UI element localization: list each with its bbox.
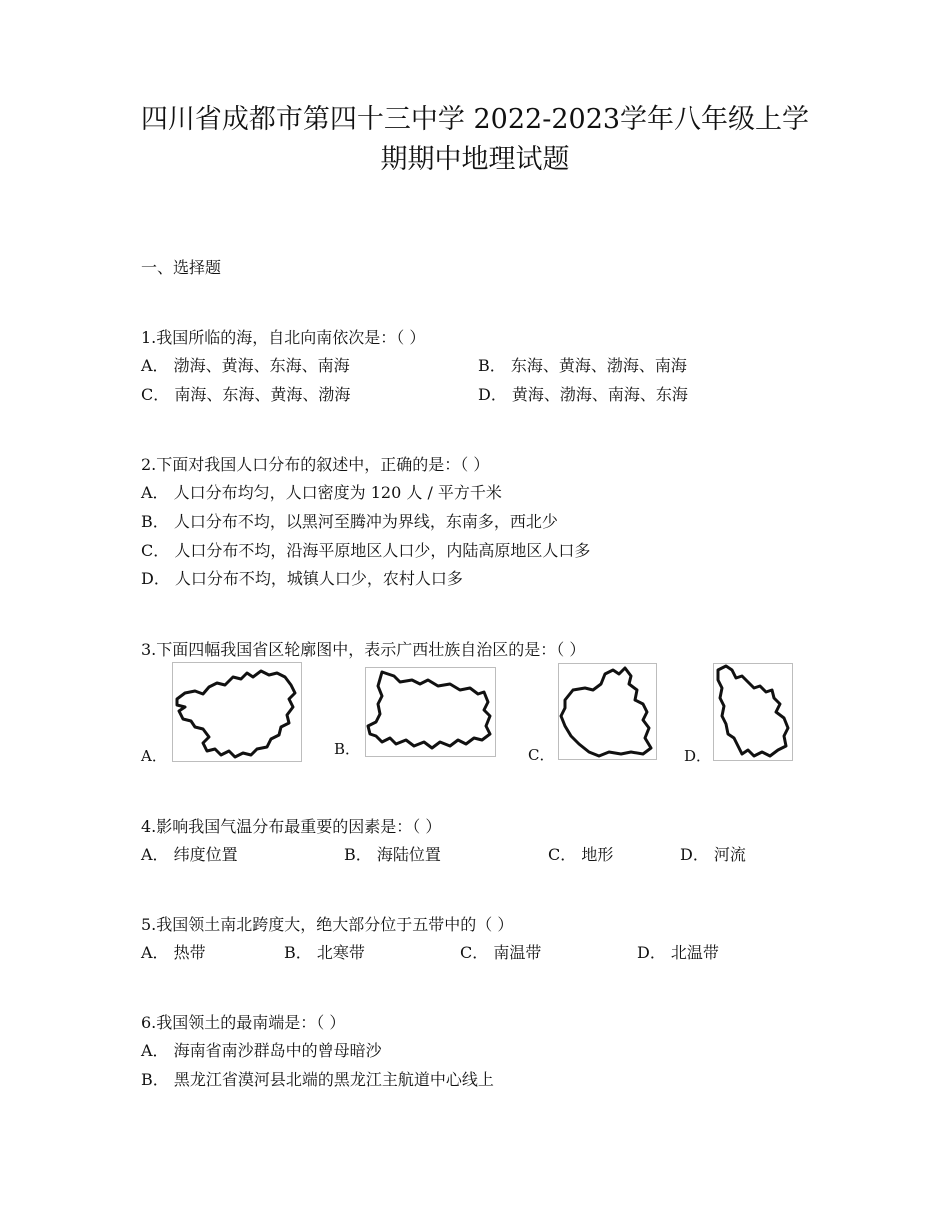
question-2-option-a: A． 人口分布均匀，人口密度为 120 人 / 平方千米: [141, 483, 502, 502]
exam-title-line-2: 期期中地理试题: [380, 144, 570, 175]
question-6-option-b: B． 黑龙江省漠河县北端的黑龙江主航道中心线上: [141, 1070, 494, 1089]
map-outline-d: [713, 663, 793, 761]
question-3-stem: 3.下面四幅我国省区轮廓图中，表示广西壮族自治区的是：（ ）: [141, 640, 586, 659]
question-2-option-b: B． 人口分布不均，以黑河至腾冲为界线，东南多，西北少: [141, 512, 558, 531]
question-4-option-b: B． 海陆位置: [344, 845, 441, 864]
question-3-option-a-label: A．: [141, 747, 167, 765]
question-5-stem: 5.我国领土南北跨度大，绝大部分位于五带中的（ ）: [141, 915, 514, 934]
map-outline-b: [365, 667, 496, 757]
question-1-option-c: C． 南海、东海、黄海、渤海: [141, 385, 351, 404]
question-5-option-b: B． 北寒带: [284, 943, 365, 962]
question-2-option-c: C． 人口分布不均，沿海平原地区人口少，内陆高原地区人口多: [141, 541, 591, 560]
question-4-option-a: A． 纬度位置: [141, 845, 238, 864]
question-3-option-c-label: C．: [528, 746, 555, 764]
question-4-option-c: C． 地形: [548, 845, 614, 864]
question-2-option-d: D． 人口分布不均，城镇人口少，农村人口多: [141, 569, 463, 588]
question-2-stem: 2.下面对我国人口分布的叙述中，正确的是：（ ）: [141, 455, 490, 474]
question-4-option-d: D． 河流: [680, 845, 746, 864]
question-5-option-c: C． 南温带: [460, 943, 542, 962]
question-1-stem: 1.我国所临的海，自北向南依次是：（ ）: [141, 328, 426, 347]
map-outline-a: [172, 662, 302, 762]
question-3-option-d-label: D．: [684, 747, 712, 765]
question-5-option-d: D． 北温带: [637, 943, 719, 962]
question-3-option-b-label: B．: [334, 740, 361, 758]
question-1-option-a: A． 渤海、黄海、东海、南海: [141, 356, 350, 375]
question-4-stem: 4.影响我国气温分布最重要的因素是：（ ）: [141, 817, 442, 836]
question-5-option-a: A． 热带: [141, 943, 206, 962]
question-1-option-d: D． 黄海、渤海、南海、东海: [478, 385, 688, 404]
map-outline-c: [558, 663, 657, 760]
exam-title-line-1: 四川省成都市第四十三中学 2022-2023学年八年级上学: [140, 104, 810, 135]
question-6-stem: 6.我国领土的最南端是：（ ）: [141, 1013, 346, 1032]
question-6-option-a: A． 海南省南沙群岛中的曾母暗沙: [141, 1041, 382, 1060]
question-1-option-b: B． 东海、黄海、渤海、南海: [478, 356, 687, 375]
section-heading: 一、选择题: [141, 258, 222, 277]
